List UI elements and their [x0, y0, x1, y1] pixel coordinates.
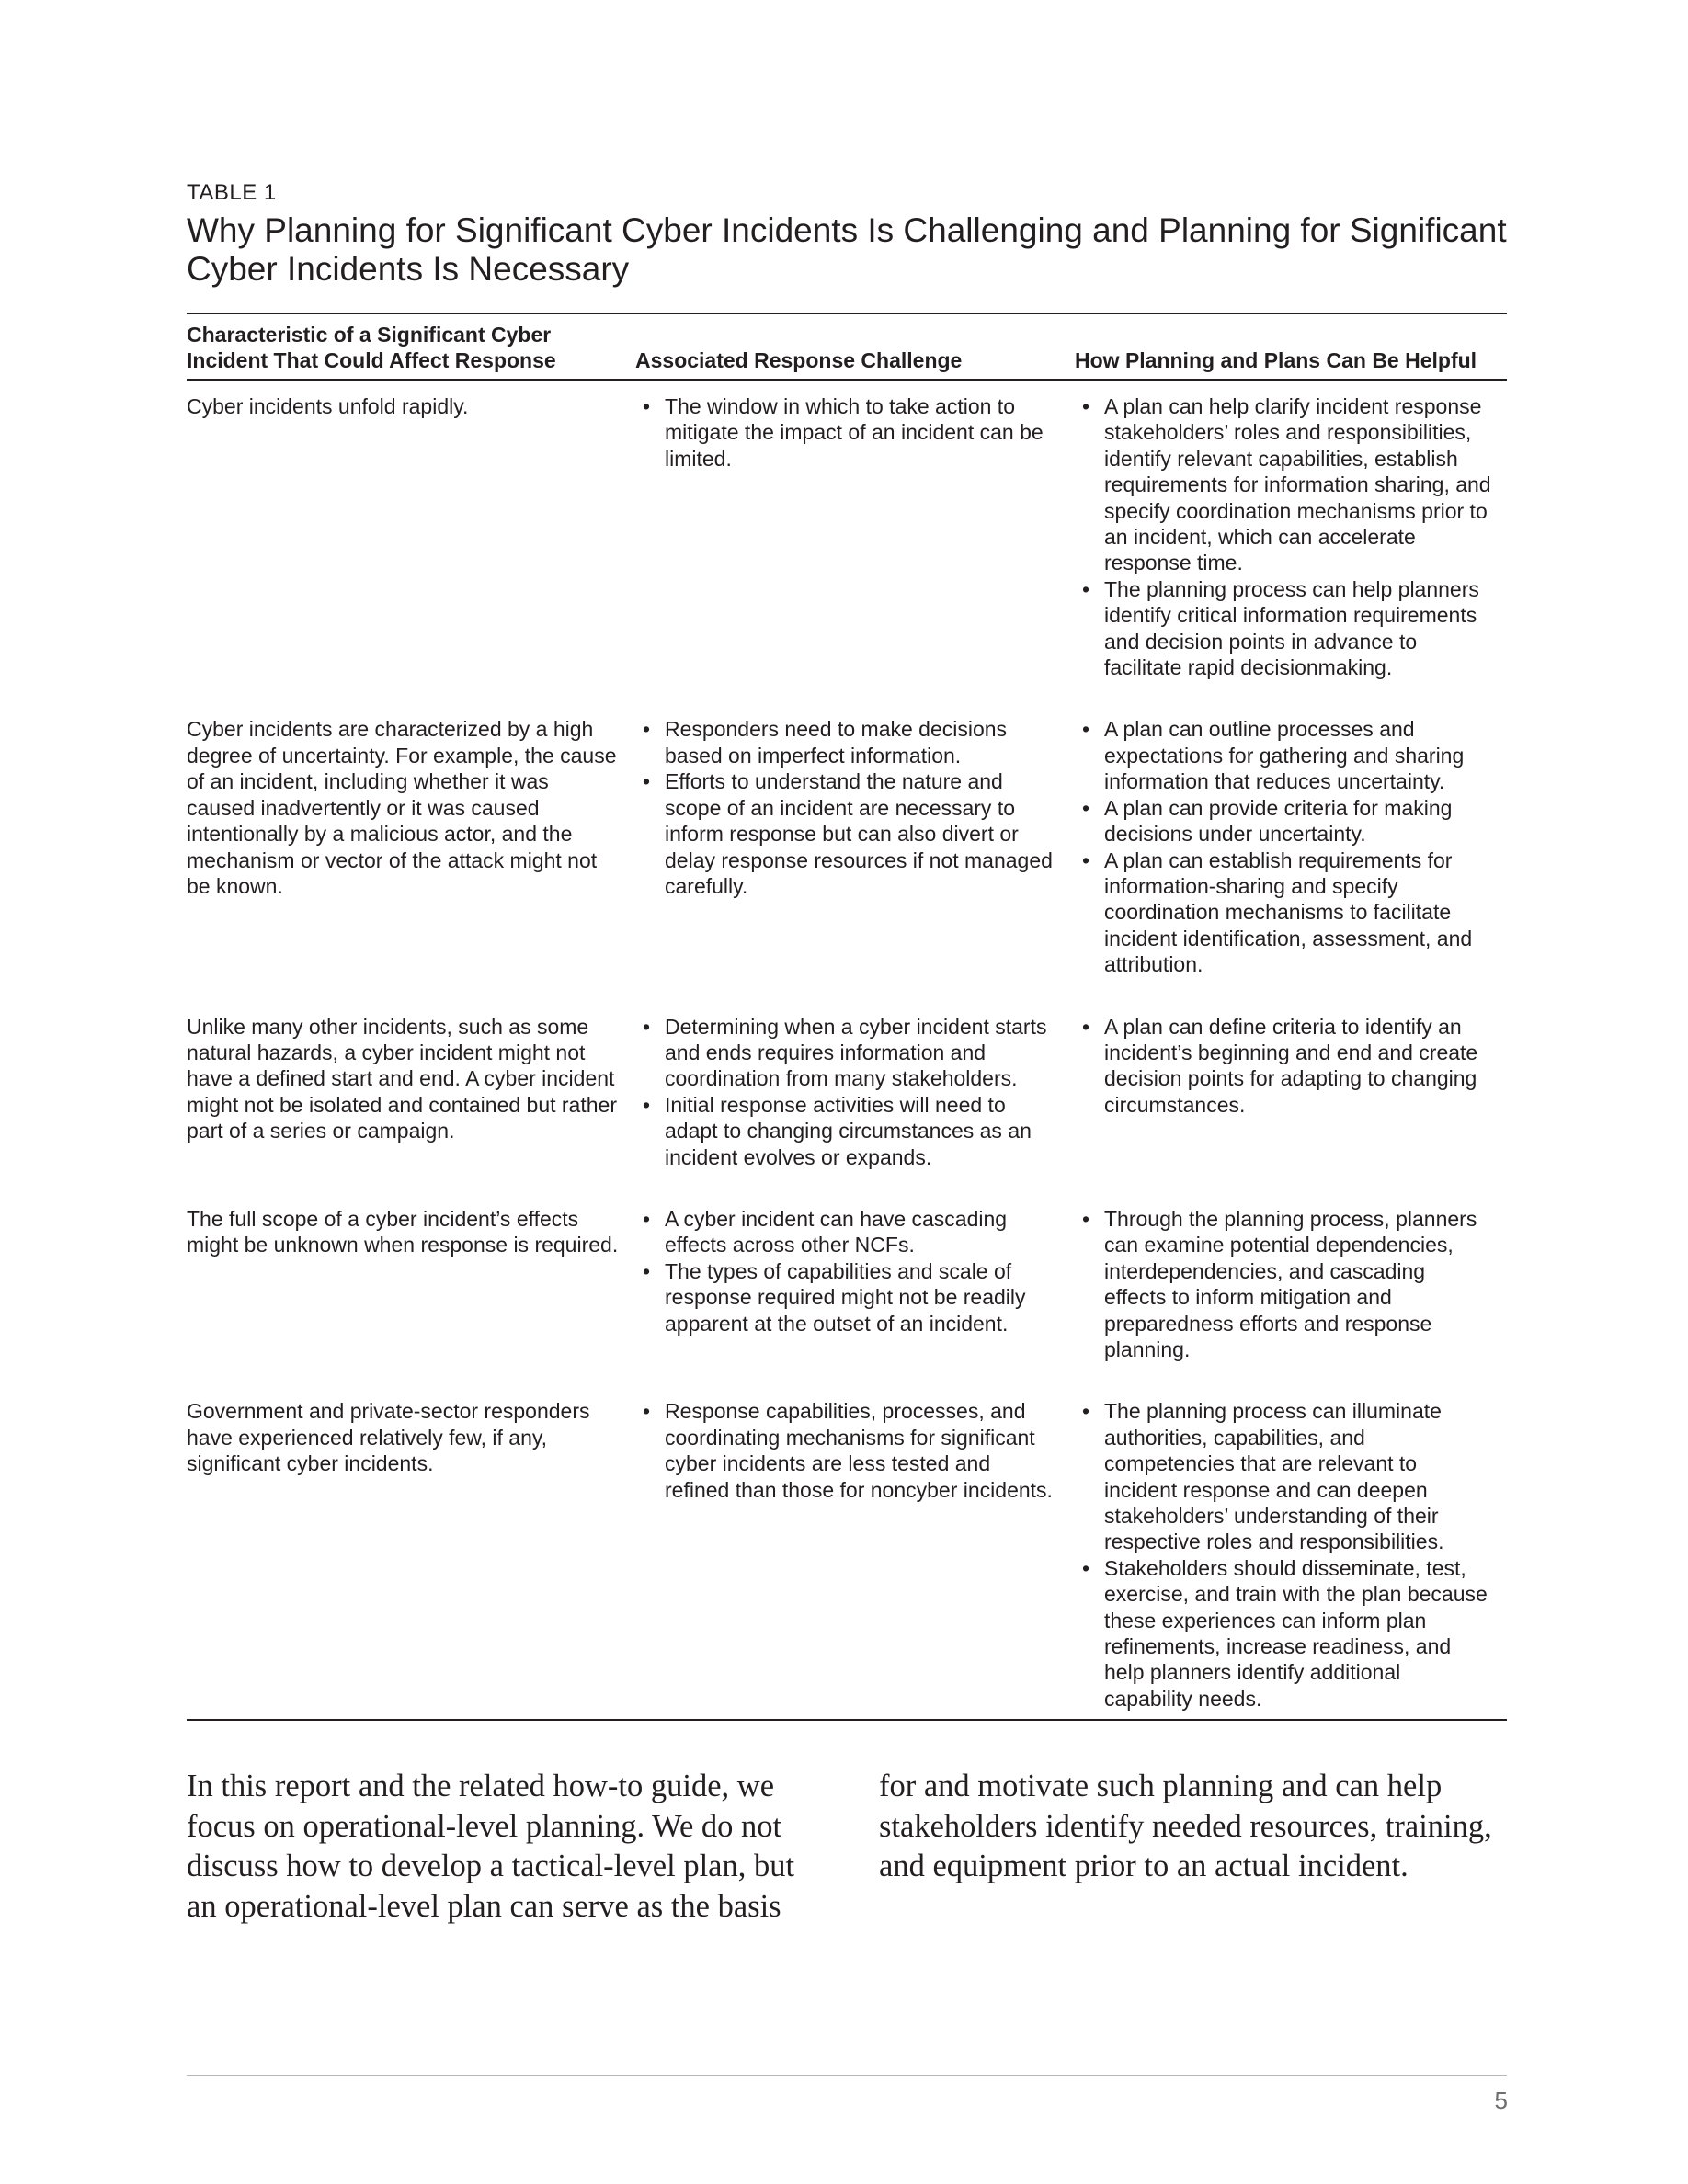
cell-characteristic: Government and private-sector responders have experienced relatively few, if any, significant cyber incidents.	[187, 1399, 590, 1476]
bullet-list	[1075, 716, 1492, 977]
list-item: • Initial response activities will need to adapt to changing circumstances as an incident evolves or expands.	[635, 1092, 1060, 1170]
header-planning-helpful: How Planning and Plans Can Be Helpful	[1075, 314, 1507, 380]
list-item: • A plan can provide criteria for making decisions under uncertainty.	[1075, 795, 1492, 847]
bullet-list	[635, 716, 1060, 899]
list-item: • The window in which to take action to mitigate the impact of an incident can be limited.	[635, 393, 1060, 472]
body-text	[187, 1767, 1507, 1927]
table-title: Why Planning for Significant Cyber Incidents Is Challenging and Planning for Significant Cyber Incidents Is Necessary	[187, 211, 1507, 288]
bullet-list	[1075, 393, 1492, 680]
cell-planning-helpful	[1075, 1001, 1507, 1193]
bullet-list	[1075, 1206, 1492, 1362]
list-item: • A cyber incident can have cascading effects across other NCFs.	[635, 1206, 1060, 1258]
table-body	[187, 380, 1507, 1719]
list-item: • The planning process can help planners identify critical information requirements and decision points in advance to facilitate rapid decisionmaking.	[1075, 576, 1492, 681]
cell-characteristic: Cyber incidents unfold rapidly.	[187, 394, 469, 418]
cell-challenge	[635, 1385, 1075, 1719]
list-item: • A plan can outline processes and expectations for gathering and sharing information that reduces uncertainty.	[1075, 716, 1492, 794]
cell-characteristic: The full scope of a cyber incident’s effects might be unknown when response is required.	[187, 1206, 619, 1257]
list-item: • Through the planning process, planners can examine potential dependencies, interdependencies, and cascading effects to inform mitigation and preparedness efforts and response planning.	[1075, 1206, 1492, 1362]
header-challenge: Associated Response Challenge	[635, 314, 1075, 380]
bullet-list	[635, 1398, 1060, 1503]
page-number: 5	[1494, 2087, 1508, 2114]
cell-planning-helpful	[1075, 703, 1507, 1000]
bullet-list	[1075, 1014, 1492, 1119]
table-row	[187, 380, 1507, 703]
list-item: • The types of capabilities and scale of response required might not be readily apparent at the outset of an incident.	[635, 1258, 1060, 1337]
cell-planning-helpful	[1075, 380, 1507, 703]
bullet-list	[635, 1014, 1060, 1170]
bullet-list	[1075, 1398, 1492, 1712]
cell-challenge	[635, 1001, 1075, 1193]
bullet-list	[635, 1206, 1060, 1337]
list-item: • Efforts to understand the nature and scope of an incident are necessary to inform response but can also divert or delay response resources if not managed carefully.	[635, 768, 1060, 899]
cell-characteristic: Cyber incidents are characterized by a high degree of uncertainty. For example, the cause of an incident, including whether it was caused inadvertently or it was caused intentionally by a malicious actor, and the mechanism or vector of the attack might not be known.	[187, 717, 617, 898]
list-item: • Determining when a cyber incident starts and ends requires information and coordination from many stakeholders.	[635, 1014, 1060, 1092]
cell-challenge	[635, 380, 1075, 703]
table-label: TABLE 1	[187, 180, 277, 205]
list-item: • Stakeholders should disseminate, test, exercise, and train with the plan because these experiences can inform plan refinements, increase readiness, and help planners identify additional capability needs.	[1075, 1555, 1492, 1712]
footer-rule	[187, 2075, 1507, 2076]
list-item: • A plan can define criteria to identify an incident’s beginning and end and create decision points for adapting to changing circumstances.	[1075, 1014, 1492, 1119]
table-row	[187, 1001, 1507, 1193]
list-item: • Responders need to make decisions based on imperfect information.	[635, 716, 1060, 768]
body-paragraph-col2: for and motivate such planning and can help stakeholders identify needed resources, training, and equipment prior to an actual incident.	[879, 1769, 1492, 1884]
challenges-table	[187, 314, 1507, 1719]
body-paragraph-col1: In this report and the related how-to guide, we focus on operational-level planning. We do not discuss how to develop a tactical-level plan, but an operational-level plan can serve as the basis	[187, 1769, 795, 1924]
header-characteristic: Characteristic of a Significant Cyber Incident That Could Affect Response	[187, 314, 635, 380]
list-item: • A plan can help clarify incident response stakeholders’ roles and responsibilities, identify relevant capabilities, establish requirements for information sharing, and specify coordination mechanisms prior to an incident, which can accelerate response time.	[1075, 393, 1492, 576]
cell-planning-helpful	[1075, 1193, 1507, 1385]
list-item: • The planning process can illuminate authorities, capabilities, and competencies that are relevant to incident response and can deepen stakeholders’ understanding of their respective roles and responsibilities.	[1075, 1398, 1492, 1554]
bullet-list	[635, 393, 1060, 472]
table-bottom-rule	[187, 1719, 1507, 1721]
table-row	[187, 1385, 1507, 1719]
list-item: • A plan can establish requirements for information-sharing and specify coordination mechanisms to facilitate incident identification, assessment, and attribution.	[1075, 847, 1492, 978]
page-content	[187, 180, 1507, 1927]
cell-challenge	[635, 1193, 1075, 1385]
table-row	[187, 1193, 1507, 1385]
cell-planning-helpful	[1075, 1385, 1507, 1719]
table-row	[187, 703, 1507, 1000]
list-item: • Response capabilities, processes, and coordinating mechanisms for significant cyber incidents are less tested and refined than those for noncyber incidents.	[635, 1398, 1060, 1503]
table-header-row	[187, 314, 1507, 380]
cell-challenge	[635, 703, 1075, 1000]
cell-characteristic: Unlike many other incidents, such as some natural hazards, a cyber incident might not have a defined start and end. A cyber incident might not be isolated and contained but rather part of a series or campaign.	[187, 1014, 617, 1143]
